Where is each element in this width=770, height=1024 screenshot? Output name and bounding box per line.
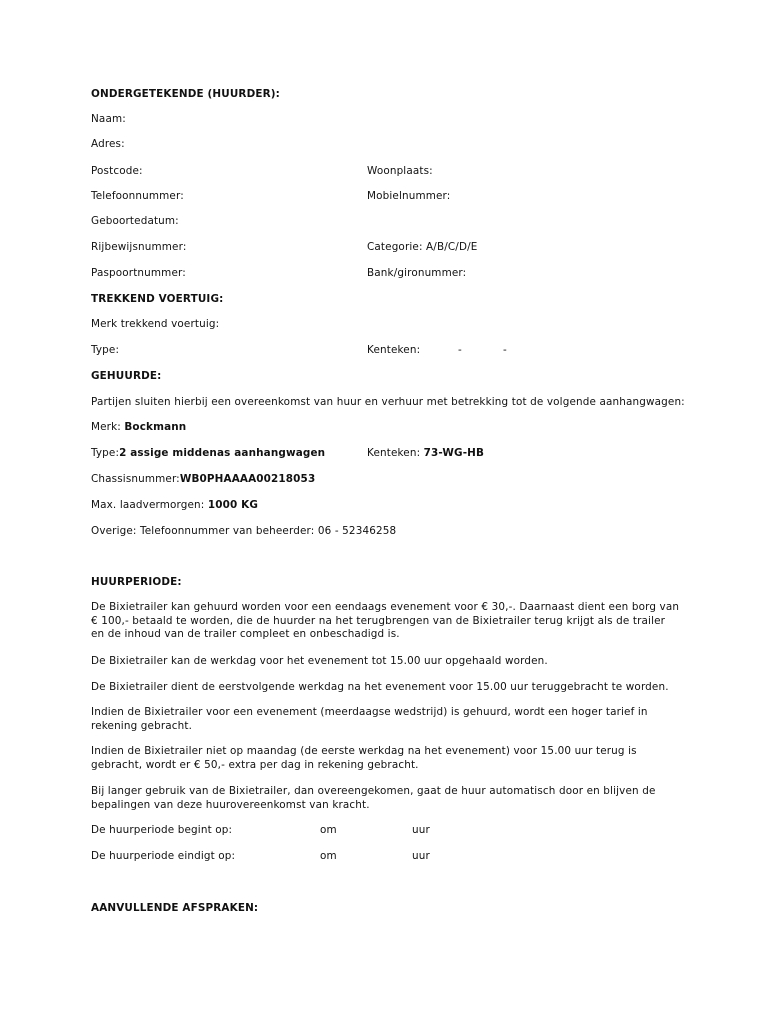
- field-bank-gironummer: Bank/gironummer:: [367, 267, 467, 279]
- field-overige: Overige: Telefoonnummer van beheerder: 06 - 52346258: [91, 525, 397, 537]
- field-huurperiode-begint: De huurperiode begint op:: [91, 824, 233, 836]
- merk-label: Merk:: [91, 421, 125, 433]
- field-merk-trekkend-voertuig: Merk trekkend voertuig:: [91, 318, 220, 330]
- chassis-label: Chassisnummer:: [91, 473, 180, 485]
- field-merk-aanhangwagen: [91, 421, 186, 434]
- field-type-aanhangwagen: [91, 447, 325, 460]
- paragraph-6: Bij langer gebruik van de Bixietrailer, dan overeengekomen, gaat de huur automatisch door en blijven de bepalingen van deze huurovereenkomst van kracht.: [91, 785, 656, 811]
- field-paspoortnummer: Paspoortnummer:: [91, 267, 186, 279]
- type-label: Type:: [91, 447, 120, 459]
- section-heading-aanvullende-afspraken: AANVULLENDE AFSPRAKEN:: [91, 902, 259, 914]
- kenteken-value: 73-WG-HB: [423, 447, 485, 459]
- field-huurperiode-eindigt: De huurperiode eindigt op:: [91, 850, 236, 862]
- laadvermogen-value: 1000 KG: [207, 499, 259, 511]
- chassis-value: WB0PHAAAA00218053: [179, 473, 316, 485]
- field-postcode: Postcode:: [91, 165, 143, 177]
- paragraph-5: Indien de Bixietrailer niet op maandag (de eerste werkdag na het evenement) voor 15.00 uur terug is gebracht, wordt er € 50,- extra per dag in rekening gebracht.: [91, 745, 637, 771]
- laadvermogen-label: Max. laadvermorgen:: [91, 499, 208, 511]
- begint-om-label: om: [320, 824, 337, 836]
- eindigt-uur-label: uur: [412, 850, 430, 862]
- type-value: 2 assige middenas aanhangwagen: [119, 447, 326, 459]
- field-adres: Adres:: [91, 138, 125, 150]
- paragraph-4: Indien de Bixietrailer voor een evenement (meerdaagse wedstrijd) is gehuurd, wordt een hoger tarief in rekening gebracht.: [91, 706, 648, 732]
- field-kenteken-trekkend: Kenteken:: [367, 344, 421, 356]
- field-geboortedatum: Geboortedatum:: [91, 215, 179, 227]
- field-mobielnummer: Mobielnummer:: [367, 190, 451, 202]
- paragraph-2: De Bixietrailer kan de werkdag voor het evenement tot 15.00 uur opgehaald worden.: [91, 655, 548, 667]
- kenteken-label: Kenteken:: [367, 447, 424, 459]
- paragraph-1: De Bixietrailer kan gehuurd worden voor een eendaags evenement voor € 30,-. Daarnaast dient een borg van € 100,- betaald te worden, die de huurder na het terugbrengen van de Bixietrailer terug krijgt als de trailer en de inhoud van de trailer compleet en onbeschadigd is.: [91, 601, 680, 641]
- merk-value: Bockmann: [124, 421, 187, 433]
- field-telefoonnummer: Telefoonnummer:: [91, 190, 184, 202]
- field-naam: Naam:: [91, 113, 126, 125]
- section-heading-huurperiode: HUURPERIODE:: [91, 576, 182, 588]
- section-heading-huurder: ONDERGETEKENDE (HUURDER):: [91, 88, 280, 100]
- field-chassisnummer: [91, 473, 315, 486]
- field-type-trekkend: Type:: [91, 344, 120, 356]
- field-max-laadvermogen: [91, 499, 258, 512]
- kenteken-dash-2: -: [503, 344, 507, 356]
- eindigt-om-label: om: [320, 850, 337, 862]
- field-woonplaats: Woonplaats:: [367, 165, 433, 177]
- section-heading-trekkend-voertuig: TREKKEND VOERTUIG:: [91, 293, 224, 305]
- field-kenteken-aanhangwagen: [367, 447, 484, 460]
- paragraph-3: De Bixietrailer dient de eerstvolgende werkdag na het evenement voor 15.00 uur teruggebracht te worden.: [91, 681, 669, 693]
- begint-uur-label: uur: [412, 824, 430, 836]
- field-rijbewijsnummer: Rijbewijsnummer:: [91, 241, 187, 253]
- gehuurde-intro: Partijen sluiten hierbij een overeenkomst van huur en verhuur met betrekking tot de volgende aanhangwagen:: [91, 396, 685, 408]
- kenteken-dash-1: -: [458, 344, 462, 356]
- field-categorie: Categorie: A/B/C/D/E: [367, 241, 478, 253]
- section-heading-gehuurde: GEHUURDE:: [91, 370, 162, 382]
